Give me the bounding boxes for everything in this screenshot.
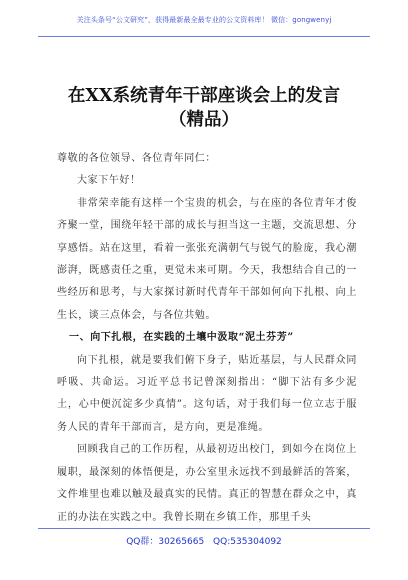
- page-header: [0, 0, 408, 44]
- header-divider: [38, 36, 370, 37]
- salutation: 尊敬的各位领导、各位青年同仁：: [57, 153, 216, 164]
- paragraph-1: 非常荣幸能有这样一个宝贵的机会，与在座的各位青年才俊齐聚一堂，围绕年轻干部的成长与担当这一主题，交流思想、分享感悟。站在这里，看着一张张充满朝气与锐气的脸庞，我心潮澎湃，既感责任之重，更觉未来可期。今天，我想结合自己的一些经历和思考，与大家探讨新时代青年干部如何向下扎根、向上生长，谈三点体会，与各位共勉。: [57, 197, 357, 321]
- paragraph-3: 回顾我自己的工作历程，从最初迈出校门，到如今在岗位上履职，最深刻的体悟便是，办公室里永远找不到最鲜活的答案，文件堆里也难以触及最真实的民情。真正的智慧在群众之中，真正的办法在实践之中。我曾长期在乡镇工作，那里千头: [57, 444, 357, 523]
- title-line-1: 在XX系统青年干部座谈会上的发言: [67, 86, 341, 106]
- page-footer: [0, 534, 408, 547]
- header-notice: 关注头条号“公文研究”，获得最新最全最专业的公文资料库！ 微信：gongwenyj: [76, 16, 332, 24]
- section-heading-1: 一、向下扎根，在实践的土壤中汲取“泥土芬芳”: [69, 332, 294, 344]
- document-title: [30, 84, 378, 132]
- footer-qq-group: QQ群：30265665: [126, 537, 205, 547]
- document-body: [57, 148, 357, 529]
- paragraph-2: 向下扎根，就是要我们俯下身子，贴近基层，与人民群众同呼吸、共命运。习近平总书记曾深刻指出：“脚下沾有多少泥土，心中便沉淀多少真情”。这句话，对于我们每一位立志于服务人民的青年干部而言，是方向，更是准绳。: [57, 354, 357, 433]
- title-line-2: （精品）: [169, 110, 239, 130]
- footer-divider: [38, 528, 370, 529]
- footer-qq: QQ:535304092: [213, 537, 282, 547]
- greeting: 大家下午好！: [77, 175, 141, 187]
